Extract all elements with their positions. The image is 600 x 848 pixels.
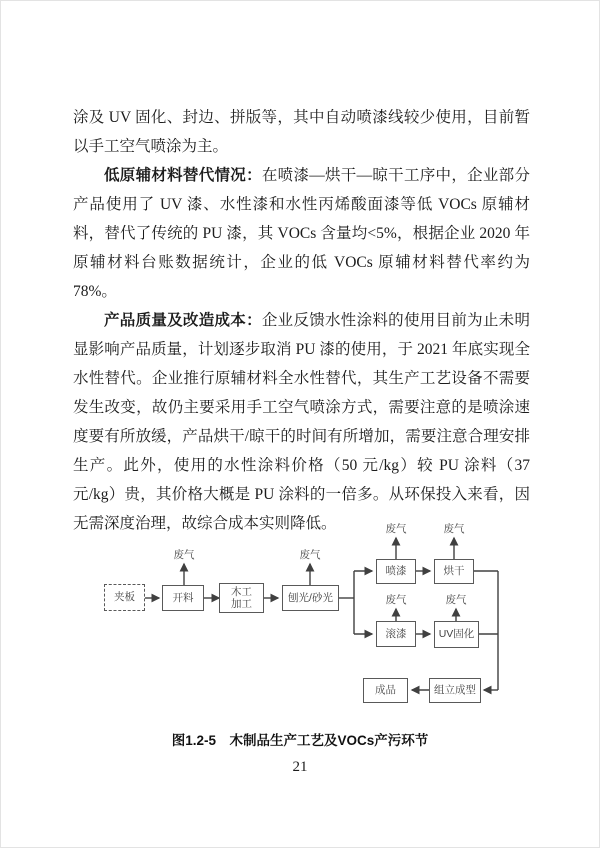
node-drying: [434, 559, 474, 584]
text-block: [73, 103, 530, 538]
paragraph-low-voc-substitution: [73, 161, 530, 306]
node-label: 烘干: [443, 565, 465, 578]
node-label: 刨光/砂光: [288, 591, 333, 604]
node-uv-curing: [434, 621, 479, 648]
figure-caption: 图1.2-5 木制品生产工艺及VOCs产污环节: [171, 733, 429, 748]
node-assembly: [429, 678, 481, 703]
exhaust-gas-label: 废气: [385, 594, 407, 606]
node-roller-paint: [376, 621, 416, 647]
page-number: 21: [292, 759, 308, 775]
node-plywood: [104, 584, 145, 611]
node-label: 组立成型: [434, 684, 476, 697]
paragraph-lead: 低原辅材料替代情况：: [104, 167, 262, 184]
node-label: 木工加工: [231, 585, 252, 610]
exhaust-gas-label: 废气: [445, 594, 467, 606]
node-finished-product: [363, 678, 408, 703]
exhaust-gas-label: 废气: [299, 549, 321, 561]
node-spray-paint: [376, 559, 416, 584]
paragraph-text: 涂及 UV 固化、封边、拼版等，其中自动喷漆线较少使用，目前暂以手工空气喷涂为主。: [73, 109, 530, 155]
node-label: 夹板: [114, 591, 135, 604]
node-label: UV固化: [438, 628, 475, 641]
node-label: 成品: [375, 684, 396, 697]
node-label: 滚漆: [385, 627, 407, 640]
node-label: 开料: [172, 591, 194, 604]
exhaust-gas-label: 废气: [173, 549, 195, 561]
paragraph-text: 在喷漆—烘干—晾干工序中，企业部分产品使用了 UV 漆、水性漆和水性丙烯酸面漆等低 VOCs 原辅材料，替代了传统的 PU 漆，其 VOCs 含量均<5%，根据企业 2020 年原辅材料台账数据统计，企业的低 VOCs 原辅材料替代率约为 78%。: [73, 167, 530, 300]
paragraph-quality-cost: [73, 306, 530, 538]
paragraph-lead: 产品质量及改造成本：: [104, 312, 262, 329]
node-sanding: [282, 585, 339, 611]
exhaust-gas-label: 废气: [443, 523, 465, 535]
paragraph-continuation: [73, 103, 530, 161]
process-flowchart: [96, 516, 516, 716]
paragraph-text: 企业反馈水性涂料的使用目前为止未明显影响产品质量，计划逐步取消 PU 漆的使用，于 2021 年底实现全水性替代。企业推行原辅材料全水性替代，其生产工艺设备不需要发生改变，故仍主要采用手工空气喷涂方式，需要注意的是喷涂速度要有所放缓，产品烘干/晾干的时间有所增加，需要注意合理安排生产。此外，使用的水性涂料价格（50 元/kg）较 PU 涂料（37 元/kg）贵，其价格大概是 PU 涂料的一倍多。从环保投入来看，因无需深度治理，故综合成本实则降低。: [73, 312, 530, 532]
exhaust-gas-label: 废气: [385, 523, 407, 535]
node-label: 喷漆: [385, 565, 407, 578]
node-woodworking: [219, 583, 264, 613]
node-cutting: [162, 585, 204, 611]
